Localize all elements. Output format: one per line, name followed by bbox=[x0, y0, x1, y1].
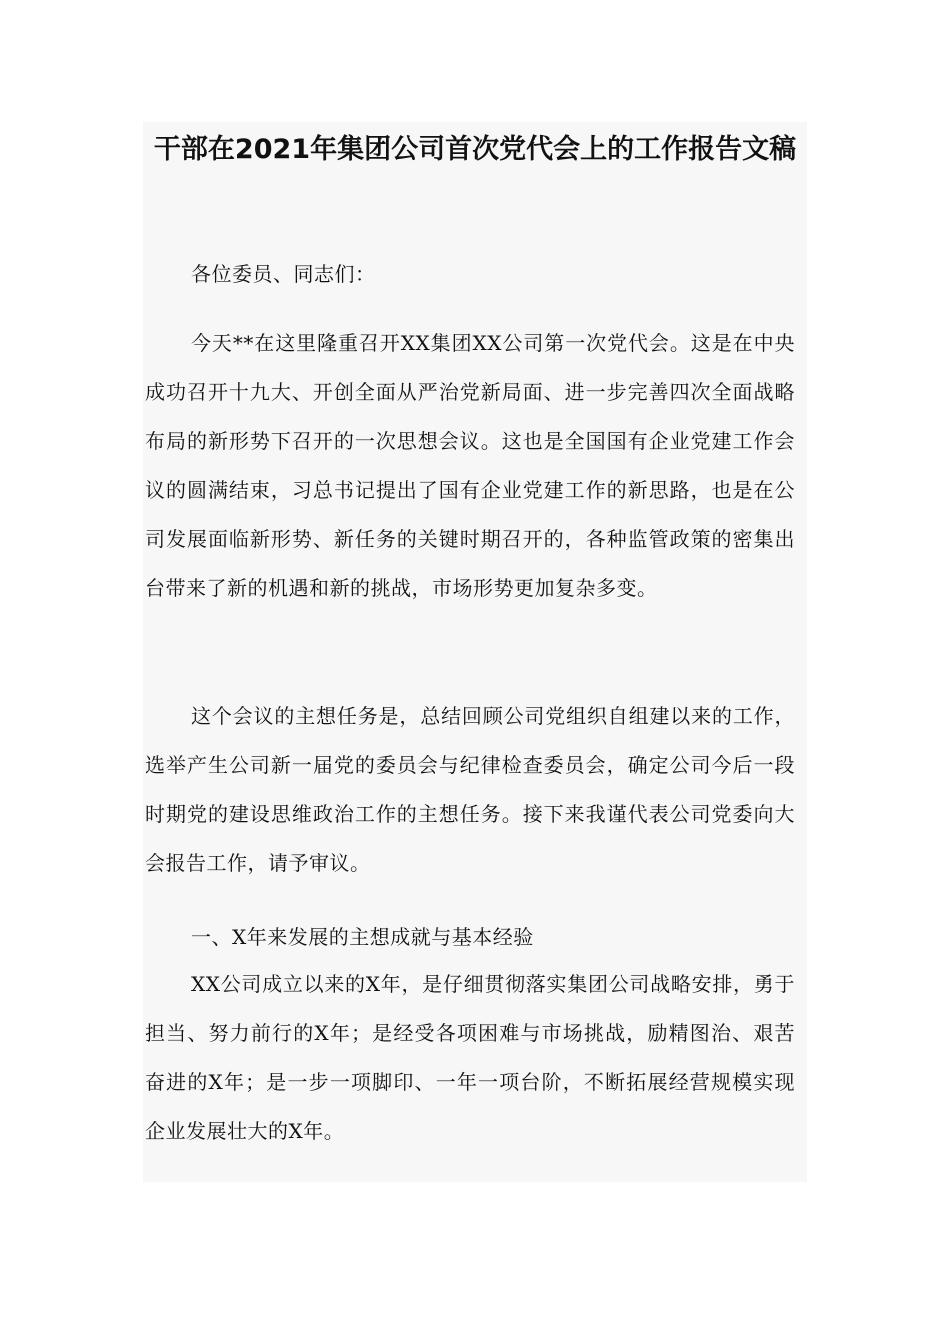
greeting: 各位委员、同志们： bbox=[191, 262, 376, 286]
section-heading: 一、X年来发展的主想成就与基本经验 bbox=[191, 925, 534, 949]
paragraph-meeting-tasks: 这个会议的主想任务是，总结回顾公司党组织自组建以来的工作，选举产生公司新一届党的委员会与纪律检查委员会，确定公司今后一段时期党的建设思维政治工作的主想任务。接下来我谨代表公司党委向大会报告工作，请予审议。 bbox=[145, 704, 795, 875]
paragraph-achievements: XX公司成立以来的X年，是仔细贯彻落实集团公司战略安排，勇于担当、努力前行的X年；是经受各项困难与市场挑战，励精图治、艰苦奋进的X年；是一步一项脚印、一年一项台阶，不断拓展经营规模实现企业发展壮大的X年。 bbox=[145, 972, 795, 1143]
paragraph-opening: 今天**在这里隆重召开XX集团XX公司第一次党代会。这是在中央成功召开十九大、开创全面从严治党新局面、进一步完善四次全面战略布局的新形势下召开的一次思想会议。这也是全国国有企业党建工作会议的圆满结束，习总书记提出了国有企业党建工作的新思路，也是在公司发展面临新形势、新任务的关键时期召开的，各种监管政策的密集出台带来了新的机遇和新的挑战，市场形势更加复杂多变。 bbox=[145, 331, 795, 600]
document-title: 干部在2021年集团公司首次党代会上的工作报告文稿 bbox=[153, 134, 797, 165]
